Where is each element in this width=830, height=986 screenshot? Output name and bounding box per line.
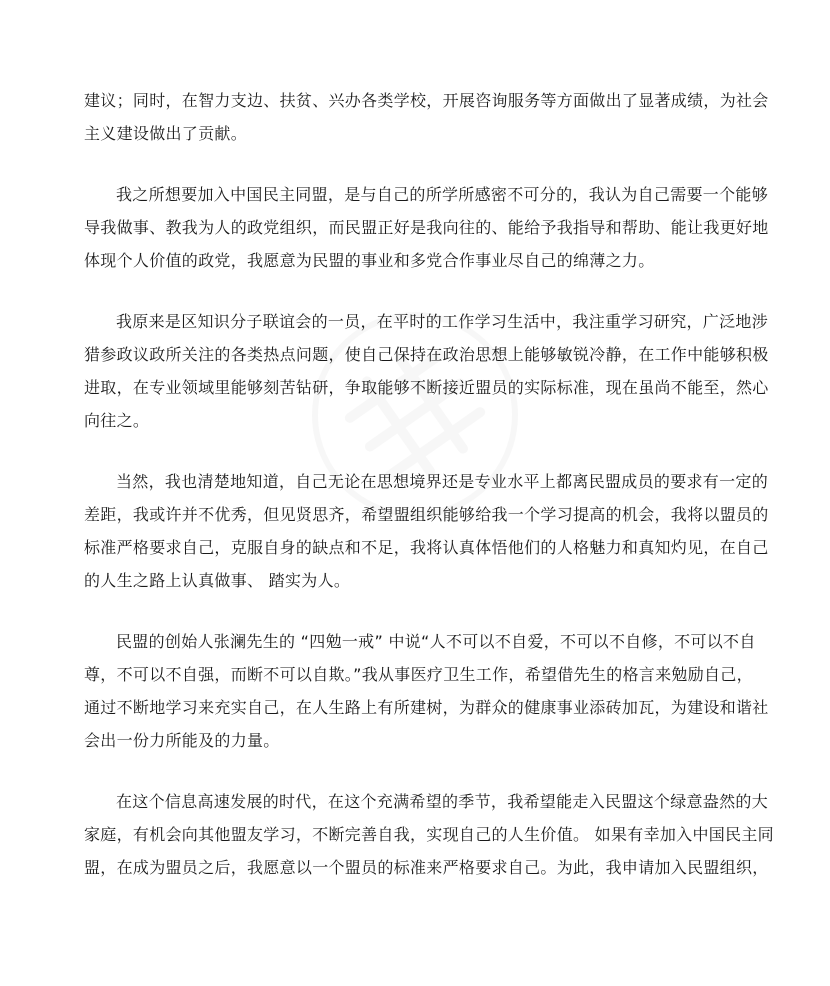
- paragraph-line: 尊，不可以不自强，而断不可以自欺。”我从事医疗卫生工作，希望借先生的格言来勉励自己，: [84, 665, 753, 684]
- paragraph-line: 标准严格要求自己，克服自身的缺点和不足，我将认真体悟他们的人格魅力和真知灼见，在自己: [84, 538, 769, 557]
- paragraph-2: [84, 178, 769, 277]
- paragraph-line: 通过不断地学习来充实自己，在人生路上有所建树，为群众的健康事业添砖加瓦，为建设和谐社: [84, 698, 769, 717]
- paragraph-1: [84, 84, 769, 150]
- paragraph-5: [84, 625, 769, 757]
- paragraph-line: 民盟的创始人张澜先生的 “四勉一戒” 中说“人不可以不自爱，不可以不自修，不可以不自: [116, 632, 756, 651]
- paragraph-line: 向往之。: [84, 411, 150, 430]
- paragraph-line: 家庭，有机会向其他盟友学习，不断完善自我，实现自己的人生价值。 如果有幸加入中国民主同: [84, 825, 774, 844]
- paragraph-line: 体现个人价值的政党，我愿意为民盟的事业和多党合作事业尽自己的绵薄之力。: [84, 251, 655, 270]
- paragraph-line: 盟，在成为盟员之后，我愿意以一个盟员的标准来严格要求自己。为此，我申请加入民盟组织，: [84, 858, 769, 877]
- paragraph-line: 进取，在专业领域里能够刻苦钻研，争取能够不断接近盟员的实际标准，现在虽尚不能至，然心: [84, 378, 769, 397]
- paragraph-line: 差距，我或许并不优秀，但见贤思齐，希望盟组织能够给我一个学习提高的机会，我将以盟员的: [84, 505, 769, 524]
- paragraph-4: [84, 465, 769, 597]
- paragraph-line: 会出一份力所能及的力量。: [84, 731, 280, 750]
- paragraph-line: 我原来是区知识分子联谊会的一员，在平时的工作学习生活中，我注重学习研究，广泛地涉: [116, 312, 769, 331]
- paragraph-line: 我之所想要加入中国民主同盟，是与自己的所学所感密不可分的，我认为自己需要一个能够: [116, 185, 769, 204]
- paragraph-line: 的人生之路上认真做事、 踏实为人。: [84, 571, 351, 590]
- paragraph-line: 在这个信息高速发展的时代，在这个充满希望的季节，我希望能走入民盟这个绿意盎然的大: [116, 792, 769, 811]
- paragraph-line: 主义建设做出了贡献。: [84, 124, 248, 143]
- paragraph-3: [84, 305, 769, 437]
- paragraph-line: 建议；同时，在智力支边、扶贫、兴办各类学校，开展咨询服务等方面做出了显著成绩，为社会: [84, 91, 769, 110]
- paragraph-line: 导我做事、教我为人的政党组织，而民盟正好是我向往的、能给予我指导和帮助、能让我更好地: [84, 218, 769, 237]
- paragraph-line: 猎参政议政所关注的各类热点问题，使自己保持在政治思想上能够敏锐冷静，在工作中能够积极: [84, 345, 769, 364]
- document-body: [84, 84, 774, 912]
- paragraph-line: 当然，我也清楚地知道，自己无论在思想境界还是专业水平上都离民盟成员的要求有一定的: [116, 472, 769, 491]
- paragraph-6: [84, 785, 774, 884]
